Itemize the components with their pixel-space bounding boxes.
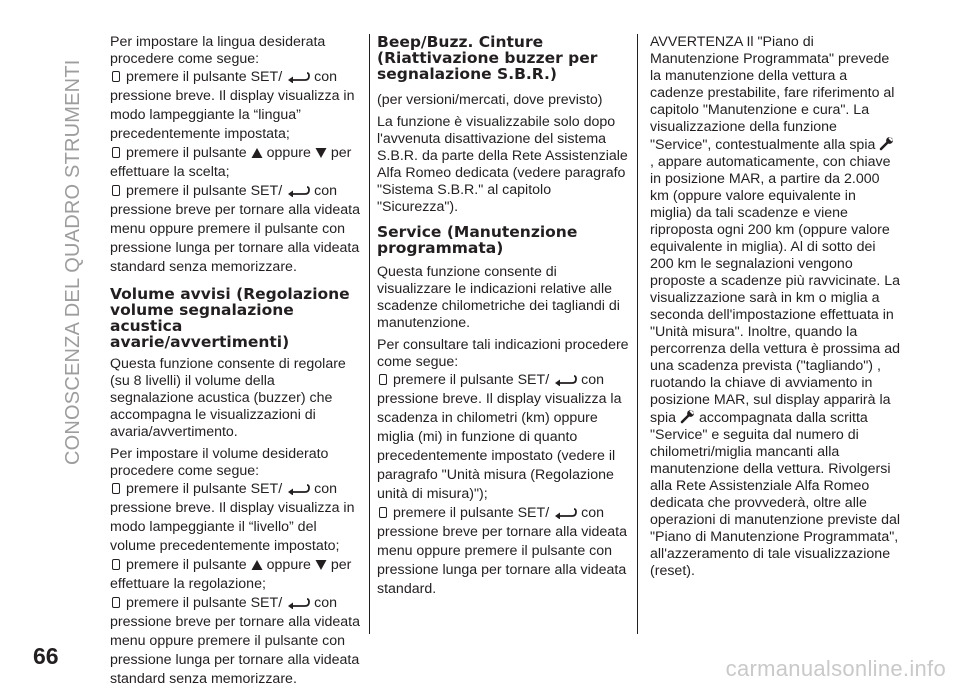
text-line: standard senza memorizzare. xyxy=(110,259,297,275)
text: premere il pulsante xyxy=(126,145,247,161)
text-line: miglia (mi) in funzione di quanto xyxy=(377,429,578,445)
checkbox-square-icon xyxy=(112,147,120,158)
text-line: pressione breve per tornare alla videata xyxy=(110,614,361,630)
return-arrow-icon xyxy=(286,597,310,609)
paragraph: Questa funzione consente di regolare (su 8 livelli) il volume della segnalazione acustica (buzzer) che accompagna le visualizzazioni di avaria/avvertimento. xyxy=(110,356,346,440)
triangle-down-icon xyxy=(315,559,327,571)
return-arrow-icon xyxy=(286,483,310,495)
text-line: pressione breve. Il display visualizza in xyxy=(110,88,355,104)
text: , appare automaticamente, con chiave in posizione MAR, a partire da 2.000 km (oppure valore equivalente in miglia) da tali scadenze e viene riproposta ogni 200 km (oppure valore equivalente in miglia). Al di sotto dei 200 km le segnalazioni vengono proposte a scadenze più ravvicinate. La visualizzazione sarà in km o miglia a seconda dell'impostazione effettuata in "Unità misura". Inoltre, quando la percorrenza della vettura è prossima ad una scadenza prevista ("tagliando") , ruotando la chiave di avviamento in posizione MAR, sul display apparirà la spia xyxy=(650,154,901,426)
checkbox-square-icon xyxy=(379,507,387,518)
text: accompagnata dalla scritta "Service" e seguita dal numero di chilometri/miglia mancanti alla manutenzione della vettura. Rivolgersi alla Rete Assistenziale Alfa Romeo dedicata che provvederà, oltre alle operazioni di manutenzione previste dal "Piano di Manutenzione Programmata", all'azzeramento di tale visualizzazione (reset). xyxy=(650,410,901,579)
text: con xyxy=(314,595,338,611)
text-line: pressione lunga per tornare alla videata xyxy=(377,562,627,578)
paragraph: (per versioni/mercati, dove previsto) xyxy=(377,92,603,108)
text-line: pressione breve. Il display visualizza la xyxy=(377,391,622,407)
column-separator xyxy=(369,34,370,634)
text-line: volume precedentemente impostato; xyxy=(110,538,340,554)
text-line: paragrafo "Unità misura (Regolazione xyxy=(377,467,614,483)
bullet-line xyxy=(377,504,629,523)
text-line: standard senza memorizzare. xyxy=(110,671,297,687)
column-2 xyxy=(377,34,629,599)
text: premere il pulsante SET/ xyxy=(126,69,283,85)
page-number: 66 xyxy=(33,643,59,669)
text: con xyxy=(314,69,338,85)
section-heading: Service (Manutenzione programmata) xyxy=(377,223,578,257)
checkbox-square-icon xyxy=(112,483,120,494)
spanner-icon xyxy=(680,409,695,424)
return-arrow-icon xyxy=(553,507,577,519)
text-line: effettuare la scelta; xyxy=(110,164,230,180)
text-line: standard. xyxy=(377,581,437,597)
bullet-line xyxy=(110,182,360,201)
text-line: precedentemente impostata; xyxy=(110,126,290,142)
column-3 xyxy=(650,34,900,580)
paragraph: La funzione è visualizzabile solo dopo l'avvenuta disattivazione del sistema S.B.R. da parte della Rete Assistenziale Alfa Romeo dedicata (vedere paragrafo "Sistema S.B.R." al capitolo "Sicurezza"). xyxy=(377,114,628,215)
spanner-icon xyxy=(879,136,894,151)
checkbox-square-icon xyxy=(112,71,120,82)
text-line: scadenza in chilometri (km) oppure xyxy=(377,410,598,426)
text-line: pressione lunga per tornare alla videata xyxy=(110,240,360,256)
text: premere il pulsante SET/ xyxy=(126,595,283,611)
text: premere il pulsante SET/ xyxy=(126,183,283,199)
bullet-line xyxy=(110,556,360,575)
column-1 xyxy=(110,34,360,689)
text-line: menu oppure premere il pulsante con xyxy=(110,221,346,237)
bullet-line xyxy=(377,371,629,390)
triangle-up-icon xyxy=(251,559,263,571)
return-arrow-icon xyxy=(553,374,577,386)
triangle-down-icon xyxy=(315,147,327,159)
text: oppure xyxy=(266,557,311,573)
checkbox-square-icon xyxy=(112,559,120,570)
text: AVVERTENZA Il "Piano di Manutenzione Programmata" prevede la manutenzione della vettura a cadenze prestabilite, fare riferimento al capitolo "Manutenzione e cura". La visualizzazione della funzione "Service", contestualmente alla spia xyxy=(650,34,895,153)
text: con xyxy=(314,183,338,199)
text: premere il pulsante SET/ xyxy=(126,481,283,497)
text-line: pressione lunga per tornare alla videata xyxy=(110,652,360,668)
paragraph: Per impostare la lingua desiderata procedere come segue: xyxy=(110,34,326,67)
text-line: pressione breve. Il display visualizza in xyxy=(110,500,355,516)
text: con xyxy=(581,372,605,388)
text-line: precedentemente impostato (vedere il xyxy=(377,448,616,464)
text-line: modo lampeggiante il “livello” del xyxy=(110,519,317,535)
text-line: effettuare la regolazione; xyxy=(110,576,266,592)
text-line: unità di misura)"); xyxy=(377,486,488,502)
side-chapter-title: CONOSCENZA DEL QUADRO STRUMENTI xyxy=(62,59,84,465)
return-arrow-icon xyxy=(286,185,310,197)
paragraph: Per consultare tali indicazioni procedere come segue: xyxy=(377,337,629,370)
text: per xyxy=(330,145,352,161)
paragraph: Per impostare il volume desiderato procedere come segue: xyxy=(110,446,329,479)
checkbox-square-icon xyxy=(112,597,120,608)
bullet-line xyxy=(110,68,360,87)
text: premere il pulsante xyxy=(126,557,247,573)
checkbox-square-icon xyxy=(112,185,120,196)
warning-paragraph xyxy=(650,34,900,580)
text-line: pressione breve per tornare alla videata xyxy=(377,524,628,540)
watermark: carmanualsonline.info xyxy=(725,656,946,681)
checkbox-square-icon xyxy=(379,374,387,385)
bullet-line xyxy=(110,480,360,499)
paragraph: Questa funzione consente di visualizzare le indicazioni relative alle scadenze chilometriche dei tagliandi di manutenzione. xyxy=(377,264,620,331)
text-line: menu oppure premere il pulsante con xyxy=(110,633,346,649)
section-heading: Volume avvisi (Regolazione volume segnalazione acustica avarie/avvertimenti) xyxy=(110,285,350,351)
text: per xyxy=(330,557,352,573)
text: con xyxy=(314,481,338,497)
text-line: menu oppure premere il pulsante con xyxy=(377,543,613,559)
text: oppure xyxy=(266,145,311,161)
text: premere il pulsante SET/ xyxy=(393,505,550,521)
text: premere il pulsante SET/ xyxy=(393,372,550,388)
triangle-up-icon xyxy=(251,147,263,159)
bullet-line xyxy=(110,144,360,163)
text: con xyxy=(581,505,605,521)
column-separator xyxy=(637,34,638,634)
text-line: modo lampeggiante la “lingua” xyxy=(110,107,301,123)
text-line: pressione breve per tornare alla videata xyxy=(110,202,361,218)
bullet-line xyxy=(110,594,360,613)
return-arrow-icon xyxy=(286,71,310,83)
section-heading: Beep/Buzz. Cinture (Riattivazione buzzer per segnalazione S.B.R.) xyxy=(377,33,598,83)
